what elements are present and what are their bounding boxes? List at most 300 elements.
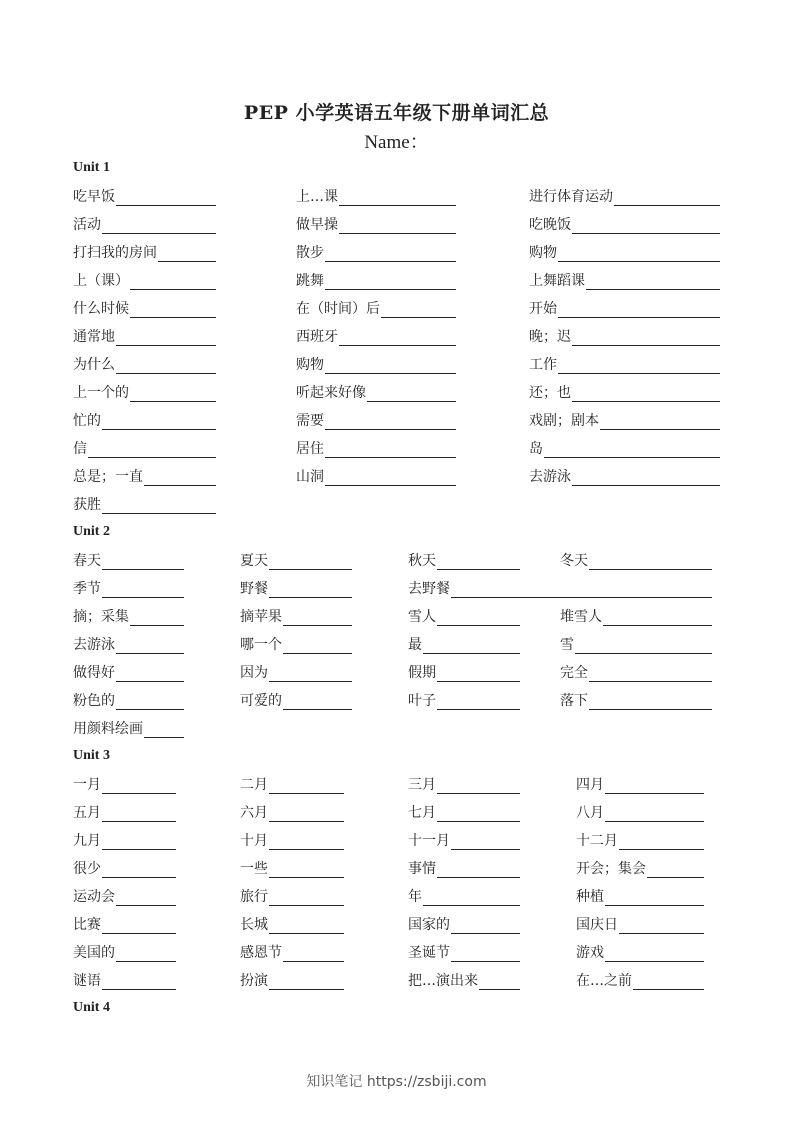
vocab-label: 信 (73, 441, 87, 457)
vocab-label: 总是；一直 (73, 469, 143, 485)
vocab-item (73, 186, 216, 206)
vocab-item (73, 718, 184, 738)
word-row (0, 690, 793, 712)
vocab-label: 冬天 (560, 553, 588, 569)
answer-blank[interactable] (367, 389, 456, 402)
answer-blank[interactable] (88, 445, 216, 458)
answer-blank[interactable] (269, 585, 352, 598)
answer-blank[interactable] (339, 333, 456, 346)
name-label: Name： (364, 132, 429, 153)
vocab-label: 粉色的 (73, 693, 115, 709)
vocab-item (529, 214, 720, 234)
vocab-label: 一些 (240, 861, 268, 877)
answer-blank[interactable] (283, 949, 344, 962)
vocab-item (240, 942, 344, 962)
vocab-item (73, 242, 216, 262)
vocab-label: 做得好 (73, 665, 115, 681)
answer-blank[interactable] (269, 865, 344, 878)
answer-blank[interactable] (544, 445, 720, 458)
answer-blank[interactable] (102, 221, 216, 234)
answer-blank[interactable] (572, 473, 720, 486)
vocab-label: 完全 (560, 665, 588, 681)
vocab-item (73, 354, 216, 374)
vocab-item (73, 382, 216, 402)
vocab-label: 摘苹果 (240, 609, 282, 625)
vocab-item (529, 186, 720, 206)
vocab-label: 运动会 (73, 889, 115, 905)
vocab-item (73, 214, 216, 234)
vocab-label: 山洞 (296, 469, 324, 485)
vocab-item (296, 242, 456, 262)
vocab-item (240, 830, 344, 850)
vocab-label: 用颜料绘画 (73, 721, 143, 737)
vocab-item (408, 774, 520, 794)
vocab-label: 十二月 (576, 833, 618, 849)
vocab-item (73, 606, 184, 626)
vocab-label: 落下 (560, 693, 588, 709)
vocab-item (408, 886, 520, 906)
vocab-label: 吃早饭 (73, 189, 115, 205)
word-row (0, 466, 793, 488)
vocab-label: 假期 (408, 665, 436, 681)
answer-blank[interactable] (437, 865, 520, 878)
word-row (0, 970, 793, 992)
answer-blank[interactable] (269, 557, 352, 570)
answer-blank[interactable] (605, 893, 704, 906)
word-row (0, 382, 793, 404)
vocab-label: 雪人 (408, 609, 436, 625)
vocab-label: 上（课） (73, 273, 129, 289)
answer-blank[interactable] (589, 697, 712, 710)
answer-blank[interactable] (325, 417, 456, 430)
vocab-label: 种植 (576, 889, 604, 905)
answer-blank[interactable] (325, 361, 456, 374)
answer-blank[interactable] (269, 921, 344, 934)
vocab-item (560, 634, 712, 654)
vocab-label: 十月 (240, 833, 268, 849)
answer-blank[interactable] (102, 501, 216, 514)
vocab-label: 跳舞 (296, 273, 324, 289)
vocab-label: 通常地 (73, 329, 115, 345)
vocab-label: 八月 (576, 805, 604, 821)
word-row (0, 298, 793, 320)
answer-blank[interactable] (116, 641, 184, 654)
word-row (0, 270, 793, 292)
answer-blank[interactable] (283, 613, 352, 626)
answer-blank[interactable] (589, 557, 712, 570)
vocab-item (73, 886, 176, 906)
answer-blank[interactable] (130, 277, 216, 290)
word-row (0, 326, 793, 348)
answer-blank[interactable] (586, 277, 720, 290)
vocab-label: 戏剧；剧本 (529, 413, 599, 429)
vocab-item (408, 802, 520, 822)
answer-blank[interactable] (479, 977, 520, 990)
vocab-label: 为什么 (73, 357, 115, 373)
answer-blank[interactable] (589, 669, 712, 682)
vocab-item (576, 858, 704, 878)
answer-blank[interactable] (283, 697, 352, 710)
vocab-label: 秋天 (408, 553, 436, 569)
answer-blank[interactable] (130, 389, 216, 402)
vocab-label: 游戏 (576, 945, 604, 961)
answer-blank[interactable] (572, 389, 720, 402)
vocab-item (73, 858, 176, 878)
vocab-item (73, 914, 176, 934)
vocab-label: 需要 (296, 413, 324, 429)
word-row (0, 410, 793, 432)
answer-blank[interactable] (102, 809, 176, 822)
answer-blank[interactable] (437, 613, 520, 626)
vocab-item (73, 942, 176, 962)
vocab-item (576, 830, 704, 850)
vocab-label: 堆雪人 (560, 609, 602, 625)
vocab-item (529, 242, 720, 262)
vocab-item (240, 886, 344, 906)
answer-blank[interactable] (437, 557, 520, 570)
vocab-label: 听起来好像 (296, 385, 366, 401)
answer-blank[interactable] (558, 249, 720, 262)
vocab-label: 可爱的 (240, 693, 282, 709)
vocab-item (296, 270, 456, 290)
vocab-item (529, 438, 720, 458)
vocab-item (408, 830, 520, 850)
vocab-item (240, 690, 352, 710)
answer-blank[interactable] (116, 333, 216, 346)
vocab-label: 最 (408, 637, 422, 653)
answer-blank[interactable] (605, 809, 704, 822)
vocab-label: 谜语 (73, 973, 101, 989)
vocab-item (296, 214, 456, 234)
vocab-item (296, 354, 456, 374)
vocab-item (576, 970, 704, 990)
vocab-label: 去游泳 (73, 637, 115, 653)
vocab-label: 上舞蹈课 (529, 273, 585, 289)
word-row (0, 858, 793, 880)
vocab-item (73, 802, 176, 822)
vocab-item (408, 606, 520, 626)
answer-blank[interactable] (116, 361, 216, 374)
vocab-item (560, 662, 712, 682)
vocab-label: 获胜 (73, 497, 101, 513)
vocab-label: 哪一个 (240, 637, 282, 653)
vocab-item (408, 858, 520, 878)
answer-blank[interactable] (647, 865, 704, 878)
vocab-item (576, 802, 704, 822)
word-row (0, 886, 793, 908)
vocab-item (73, 690, 184, 710)
answer-blank[interactable] (102, 865, 176, 878)
vocab-label: 叶子 (408, 693, 436, 709)
vocab-item (240, 970, 344, 990)
answer-blank[interactable] (558, 305, 720, 318)
answer-blank[interactable] (269, 893, 344, 906)
vocab-item (408, 578, 712, 598)
word-row (0, 550, 793, 572)
answer-blank[interactable] (605, 781, 704, 794)
vocab-item (73, 326, 216, 346)
answer-blank[interactable] (437, 781, 520, 794)
answer-blank[interactable] (144, 725, 184, 738)
word-row (0, 354, 793, 376)
vocab-item (576, 886, 704, 906)
vocab-item (560, 606, 712, 626)
vocab-item (576, 914, 704, 934)
answer-blank[interactable] (283, 641, 352, 654)
vocab-label: 散步 (296, 245, 324, 261)
word-row (0, 774, 793, 796)
unit-heading: Unit 4 (73, 1000, 110, 1015)
vocab-item (529, 354, 720, 374)
word-row (0, 830, 793, 852)
word-row (0, 494, 793, 516)
vocab-item (240, 802, 344, 822)
vocab-item (240, 606, 352, 626)
vocab-item (296, 298, 456, 318)
vocab-item (240, 578, 352, 598)
vocab-item (73, 578, 184, 598)
vocab-label: 在…之前 (576, 973, 632, 989)
answer-blank[interactable] (102, 977, 176, 990)
page-title: PEP 小学英语五年级下册单词汇总 (243, 102, 550, 124)
answer-blank[interactable] (116, 949, 176, 962)
answer-blank[interactable] (325, 249, 456, 262)
vocab-label: 购物 (529, 245, 557, 261)
vocab-label: 工作 (529, 357, 557, 373)
word-row (0, 914, 793, 936)
vocab-item (529, 410, 720, 430)
answer-blank[interactable] (605, 949, 704, 962)
vocab-item (296, 186, 456, 206)
answer-blank[interactable] (269, 977, 344, 990)
vocab-item (73, 830, 176, 850)
vocab-item (240, 858, 344, 878)
answer-blank[interactable] (381, 305, 456, 318)
vocab-item (576, 774, 704, 794)
vocab-label: 进行体育运动 (529, 189, 613, 205)
vocab-item (240, 774, 344, 794)
vocab-label: 春天 (73, 553, 101, 569)
answer-blank[interactable] (116, 193, 216, 206)
vocab-item (240, 914, 344, 934)
vocab-label: 五月 (73, 805, 101, 821)
answer-blank[interactable] (339, 221, 456, 234)
vocab-label: 旅行 (240, 889, 268, 905)
vocab-label: 美国的 (73, 945, 115, 961)
vocab-label: 四月 (576, 777, 604, 793)
vocab-item (73, 662, 184, 682)
vocab-item (408, 970, 520, 990)
answer-blank[interactable] (269, 809, 344, 822)
answer-blank[interactable] (558, 361, 720, 374)
vocab-item (296, 466, 456, 486)
vocab-label: 去游泳 (529, 469, 571, 485)
word-row (0, 802, 793, 824)
answer-blank[interactable] (269, 837, 344, 850)
vocab-label: 开始 (529, 301, 557, 317)
answer-blank[interactable] (572, 333, 720, 346)
vocab-item (73, 270, 216, 290)
answer-blank[interactable] (603, 613, 712, 626)
vocab-label: 扮演 (240, 973, 268, 989)
vocab-label: 国家的 (408, 917, 450, 933)
vocab-label: 吃晚饭 (529, 217, 571, 233)
vocab-label: 比赛 (73, 917, 101, 933)
answer-blank[interactable] (102, 585, 184, 598)
vocab-label: 在（时间）后 (296, 301, 380, 317)
answer-blank[interactable] (144, 473, 216, 486)
answer-blank[interactable] (325, 473, 456, 486)
vocab-item (73, 970, 176, 990)
vocab-label: 岛 (529, 441, 543, 457)
vocab-item (529, 326, 720, 346)
answer-blank[interactable] (423, 893, 520, 906)
vocab-label: 把…演出来 (408, 973, 478, 989)
vocab-label: 活动 (73, 217, 101, 233)
answer-blank[interactable] (339, 193, 456, 206)
answer-blank[interactable] (600, 417, 720, 430)
answer-blank[interactable] (575, 641, 712, 654)
word-row (0, 578, 793, 600)
vocab-label: 国庆日 (576, 917, 618, 933)
vocab-label: 九月 (73, 833, 101, 849)
unit-heading: Unit 3 (73, 748, 110, 763)
vocab-label: 六月 (240, 805, 268, 821)
vocab-label: 很少 (73, 861, 101, 877)
word-row (0, 186, 793, 208)
word-row (0, 662, 793, 684)
vocab-label: 季节 (73, 581, 101, 597)
vocab-label: 忙的 (73, 413, 101, 429)
vocab-item (529, 466, 720, 486)
word-row (0, 214, 793, 236)
vocab-item (408, 942, 520, 962)
answer-blank[interactable] (269, 669, 352, 682)
vocab-item (73, 550, 184, 570)
vocab-label: 七月 (408, 805, 436, 821)
vocab-label: 野餐 (240, 581, 268, 597)
answer-blank[interactable] (102, 557, 184, 570)
vocab-item (73, 634, 184, 654)
unit-heading: Unit 2 (73, 524, 110, 539)
vocab-label: 购物 (296, 357, 324, 373)
answer-blank[interactable] (633, 977, 704, 990)
vocab-item (408, 690, 520, 710)
vocab-label: 感恩节 (240, 945, 282, 961)
vocab-item (408, 662, 520, 682)
vocab-label: 居住 (296, 441, 324, 457)
vocab-label: 圣诞节 (408, 945, 450, 961)
vocab-item (296, 326, 456, 346)
vocab-label: 西班牙 (296, 329, 338, 345)
vocab-item (296, 410, 456, 430)
answer-blank[interactable] (269, 781, 344, 794)
vocab-item (73, 438, 216, 458)
answer-blank[interactable] (325, 277, 456, 290)
answer-blank[interactable] (437, 669, 520, 682)
answer-blank[interactable] (619, 837, 704, 850)
vocab-label: 十一月 (408, 833, 450, 849)
answer-blank[interactable] (423, 641, 520, 654)
vocab-label: 因为 (240, 665, 268, 681)
answer-blank[interactable] (437, 697, 520, 710)
answer-blank[interactable] (451, 949, 520, 962)
answer-blank[interactable] (102, 837, 176, 850)
vocab-label: 三月 (408, 777, 436, 793)
answer-blank[interactable] (116, 893, 176, 906)
word-row (0, 606, 793, 628)
vocab-label: 开会；集会 (576, 861, 646, 877)
answer-blank[interactable] (158, 249, 216, 262)
vocab-item (296, 438, 456, 458)
vocab-item (529, 270, 720, 290)
vocab-item (576, 942, 704, 962)
answer-blank[interactable] (614, 193, 720, 206)
vocab-label: 还；也 (529, 385, 571, 401)
vocab-item (240, 550, 352, 570)
unit-heading: Unit 1 (73, 160, 110, 175)
answer-blank[interactable] (116, 669, 184, 682)
answer-blank[interactable] (130, 613, 184, 626)
vocab-label: 去野餐 (408, 581, 450, 597)
vocab-label: 雪 (560, 637, 574, 653)
answer-blank[interactable] (451, 585, 712, 598)
answer-blank[interactable] (116, 697, 184, 710)
answer-blank[interactable] (325, 445, 456, 458)
answer-blank[interactable] (102, 921, 176, 934)
word-row (0, 718, 793, 740)
vocab-label: 晚；迟 (529, 329, 571, 345)
answer-blank[interactable] (130, 305, 216, 318)
vocab-label: 事情 (408, 861, 436, 877)
vocab-item (73, 466, 216, 486)
vocab-item (73, 494, 216, 514)
vocab-label: 二月 (240, 777, 268, 793)
word-row (0, 438, 793, 460)
answer-blank[interactable] (102, 417, 216, 430)
vocab-label: 做早操 (296, 217, 338, 233)
answer-blank[interactable] (437, 809, 520, 822)
vocab-label: 长城 (240, 917, 268, 933)
vocab-item (560, 550, 712, 570)
footer-watermark: 知识笔记 https://zsbiji.com (306, 1074, 487, 1090)
vocab-item (240, 662, 352, 682)
vocab-item (73, 410, 216, 430)
word-row (0, 942, 793, 964)
vocab-item (408, 634, 520, 654)
vocab-item (73, 774, 176, 794)
vocab-item (408, 914, 520, 934)
vocab-item (408, 550, 520, 570)
vocab-label: 什么时候 (73, 301, 129, 317)
word-row (0, 634, 793, 656)
answer-blank[interactable] (572, 221, 720, 234)
answer-blank[interactable] (451, 921, 520, 934)
answer-blank[interactable] (619, 921, 704, 934)
vocab-label: 上一个的 (73, 385, 129, 401)
answer-blank[interactable] (451, 837, 520, 850)
vocab-item (240, 634, 352, 654)
word-row (0, 242, 793, 264)
vocab-item (529, 298, 720, 318)
vocab-item (73, 298, 216, 318)
vocab-label: 摘；采集 (73, 609, 129, 625)
vocab-label: 上…课 (296, 189, 338, 205)
vocab-label: 打扫我的房间 (73, 245, 157, 261)
answer-blank[interactable] (102, 781, 176, 794)
vocab-item (296, 382, 456, 402)
vocab-label: 年 (408, 889, 422, 905)
